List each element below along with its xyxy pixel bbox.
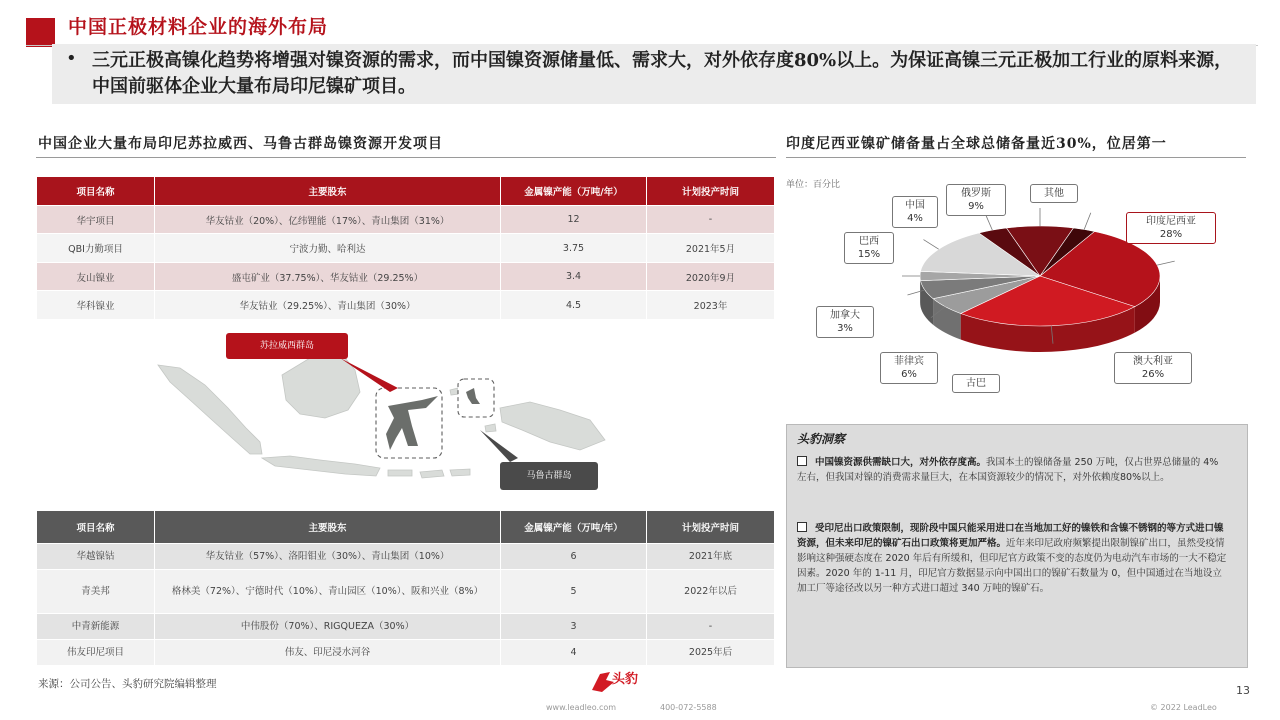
pie-label-value: 9% (968, 201, 984, 212)
table-cell: 宁波力勤、哈利达 (155, 234, 501, 263)
table-cell: 2020年9月 (647, 263, 775, 291)
table-cell: 华友钴业（57%）、洛阳钼业（30%）、青山集团（10%） (155, 544, 501, 570)
table-cell: 3 (501, 614, 647, 640)
insight-title: 头豹洞察 (797, 432, 846, 446)
insight-item-text: 我国本土的镍储备量 250 万吨，仅占世界总储量的 4% 左右，但我国对镍的消费需求量巨大，在本国资源较少的情况下，对外依赖度80%以上。 (797, 457, 1219, 483)
table-cell: 5 (501, 570, 647, 614)
sumatra-island (158, 365, 262, 454)
pie-leader-line (923, 240, 938, 250)
chart-unit-label: 单位：百分比 (786, 180, 841, 190)
table-cell: 华科镍业 (37, 291, 155, 320)
pie-label-indonesia (1126, 212, 1216, 244)
pie-label-name: 澳大利亚 (1133, 356, 1173, 367)
insight-item (797, 455, 1229, 485)
footer-copyright: © 2022 LeadLeo (1150, 703, 1217, 712)
table-cell: 2022年以后 (647, 570, 775, 614)
pie-label-name: 其他 (1044, 188, 1064, 199)
intro-text: 三元正极高镍化趋势将增强对镍资源的需求，而中国镍资源储量低、需求大，对外依存度80%以上。为保证高镍三元正极加工行业的原料来源，中国前驱体企业大量布局印尼镍矿项目。 (92, 50, 1233, 97)
pie-leader-line (1157, 261, 1175, 265)
pie-label-other (1030, 184, 1078, 203)
pie-label-value: 15% (857, 249, 881, 260)
table-cell: 2025年后 (647, 640, 775, 666)
insight-item-bold: 受印尼出口政策限制，现阶段中国只能采用进口在当地加工好的镍铁和含镍不锈钢的等方式进口镍资源，但未来印尼的镍矿石出口政策将更加严格。 (797, 523, 1224, 549)
table-cell: 华友钴业（29.25%）、青山集团（30%） (155, 291, 501, 320)
table-cell: 华友钴业（20%）、亿纬锂能（17%）、青山集团（31%） (155, 206, 501, 234)
footer-phone: 400-072-5588 (660, 703, 717, 712)
table-header-cell: 主要股东 (155, 177, 501, 206)
table-cell: 青美邦 (37, 570, 155, 614)
table-header-cell: 主要股东 (155, 511, 501, 544)
table-header-row (37, 177, 775, 206)
table-row (37, 570, 775, 614)
table-header-cell: 金属镍产能（万吨/年） (501, 511, 647, 544)
table-cell: 华宇项目 (37, 206, 155, 234)
insight-item-text: 近年来印尼政府频繁提出限制镍矿出口，虽然受疫情影响这种强硬态度在 2020 年后有所缓和，但印尼官方政策不变的态度仍为电动汽车市场的一大不稳定因素。2020 年的 1-11 月，印尼官方数据显示向中国出口的镍矿石数量为 0，但中国通过在当地设立加工厂等途径改以另一种方式进口超过 340 万吨的镍矿石。 (797, 538, 1227, 594)
table-row (37, 234, 775, 263)
pie-label-name: 菲律宾 (894, 356, 924, 367)
pie-label-australia (1114, 352, 1192, 384)
pie-label-name: 古巴 (966, 378, 986, 389)
pie-label-name: 加拿大 (830, 310, 860, 321)
pie-label-value: 3% (837, 323, 853, 334)
new-guinea-island (500, 402, 605, 450)
pie-label-china (892, 196, 938, 228)
table-cell: - (647, 206, 775, 234)
pie-leader-line (1084, 213, 1091, 230)
projects-table-2 (36, 510, 775, 666)
table-cell: 12 (501, 206, 647, 234)
footer-url: www.leadleo.com (546, 703, 617, 712)
projects-table-1 (36, 176, 775, 320)
lesser-sunda-islands (388, 469, 470, 478)
table-row (37, 206, 775, 234)
right-section-title: 印度尼西亚镍矿储备量占全球总储备量近30%，位居第一 (786, 136, 1167, 152)
checkbox-bullet-icon (797, 522, 807, 532)
pie-label-name: 俄罗斯 (961, 188, 991, 199)
table-header-row (37, 511, 775, 544)
pie-label-name: 印度尼西亚 (1146, 216, 1196, 227)
page-title: 中国正极材料企业的海外布局 (68, 16, 329, 38)
table-cell: 4 (501, 640, 647, 666)
left-section-title: 中国企业大量布局印尼苏拉威西、马鲁古群岛镍资源开发项目 (38, 136, 443, 152)
table-cell: QBI力勤项目 (37, 234, 155, 263)
table-header-cell: 计划投产时间 (647, 511, 775, 544)
table-row (37, 640, 775, 666)
table-header-cell: 金属镍产能（万吨/年） (501, 177, 647, 206)
table-cell: 2023年 (647, 291, 775, 320)
insight-box (786, 424, 1248, 668)
borneo-island (282, 352, 360, 418)
table-header-cell: 计划投产时间 (647, 177, 775, 206)
table-cell: 2021年5月 (647, 234, 775, 263)
pie-label-name: 巴西 (859, 236, 879, 247)
sulawesi-callout: 苏拉威西群岛 (226, 333, 348, 359)
pie-label-value: 28% (1159, 229, 1183, 240)
pie-label-russia (946, 184, 1006, 216)
table-row (37, 263, 775, 291)
pie-label-value: 4% (907, 213, 923, 224)
table-row (37, 544, 775, 570)
checkbox-bullet-icon (797, 456, 807, 466)
table-header-cell: 项目名称 (37, 511, 155, 544)
left-section-rule (36, 157, 776, 158)
table-row (37, 291, 775, 320)
table-cell: 6 (501, 544, 647, 570)
pie-label-name: 中国 (905, 200, 925, 211)
pie-label-brazil (844, 232, 894, 264)
logo-text: 头豹 (612, 672, 639, 687)
table-cell: 华越镍钴 (37, 544, 155, 570)
intro-bullet: • (66, 48, 77, 69)
right-section-rule (786, 157, 1246, 158)
source-note: 来源：公司公告、头豹研究院编辑整理 (38, 678, 217, 690)
java-island (262, 456, 380, 476)
pie-label-philippines (880, 352, 938, 384)
table-cell: 3.75 (501, 234, 647, 263)
page-number: 13 (1236, 684, 1250, 697)
title-accent-square (26, 18, 55, 47)
insight-item-bold: 中国镍资源供需缺口大，对外依存度高。 (815, 457, 987, 468)
table-header-cell: 项目名称 (37, 177, 155, 206)
table-cell: 伟友印尼项目 (37, 640, 155, 666)
table-cell: 友山镍业 (37, 263, 155, 291)
pie-label-value: 6% (901, 369, 917, 380)
table-cell: 盛屯矿业（37.75%）、华友钴业（29.25%） (155, 263, 501, 291)
table-cell: 2021年底 (647, 544, 775, 570)
pie-label-value: 26% (1141, 369, 1165, 380)
insight-item (797, 521, 1229, 596)
maluku-callout: 马鲁古群岛 (500, 462, 598, 490)
table-row (37, 614, 775, 640)
intro-box (52, 44, 1256, 104)
pie-top-layer (920, 226, 1160, 326)
table-cell: - (647, 614, 775, 640)
table-cell: 中伟股份（70%）、RIGQUEZA（30%） (155, 614, 501, 640)
table-cell: 伟友、印尼浸水河谷 (155, 640, 501, 666)
pie-leader-line (985, 214, 992, 231)
table-cell: 3.4 (501, 263, 647, 291)
table-cell: 4.5 (501, 291, 647, 320)
pie-label-cuba (952, 374, 1000, 393)
pie-label-canada (816, 306, 874, 338)
table-cell: 格林美（72%）、宁德时代（10%）、青山园区（10%）、阪和兴业（8%） (155, 570, 501, 614)
table-cell: 中青新能源 (37, 614, 155, 640)
maluku-callout-pointer (480, 430, 518, 462)
